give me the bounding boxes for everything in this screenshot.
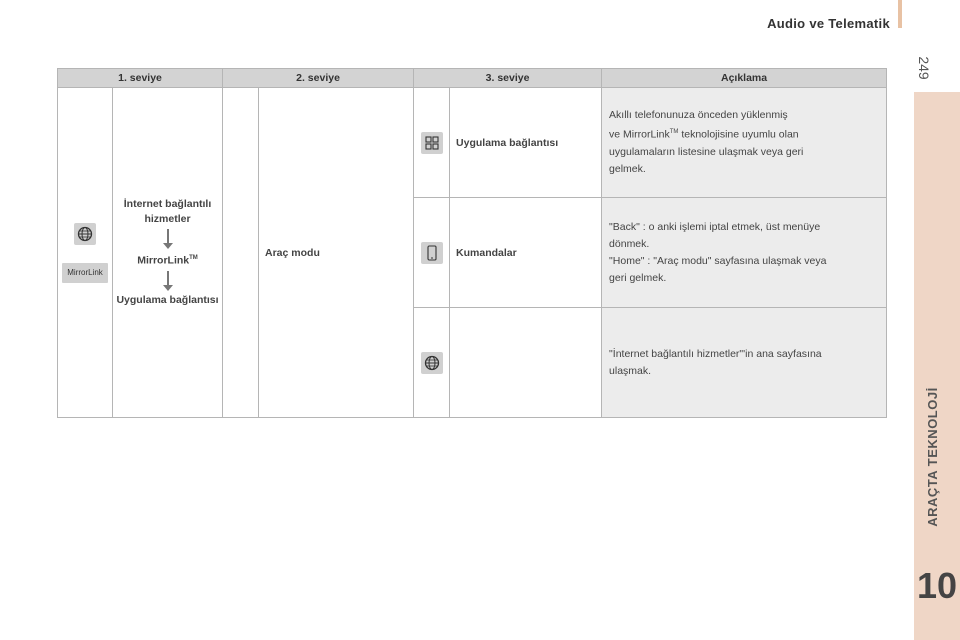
level1-internet-label: İnternet bağlantılı hizmetler — [123, 198, 212, 226]
level1-icon-cell — [58, 88, 113, 418]
header-level-2: 2. seviye — [223, 69, 414, 88]
description-controls: "Back" : o anki işlemi iptal etmek, üst menüye dönmek. "Home" : "Araç modu" sayfasına ulaşmak veya geri gelmek. — [602, 198, 887, 308]
level3-icon-cell — [414, 198, 450, 308]
header-description: Açıklama — [602, 69, 887, 88]
level2-icon-cell — [223, 88, 259, 418]
description-internet-home: "İnternet bağlantılı hizmetler"'in ana sayfasına ulaşmak. — [602, 308, 887, 418]
header-level-1: 1. seviye — [58, 69, 223, 88]
level3-icon-cell — [414, 88, 450, 198]
section-title: Audio ve Telematik — [767, 16, 890, 31]
level1-labels — [113, 88, 223, 418]
level2-car-mode-label: Araç modu — [259, 88, 414, 418]
chapter-side-panel — [914, 92, 960, 640]
chapter-number: 10 — [916, 565, 958, 606]
level3-app-connection-label: Uygulama bağlantısı — [450, 88, 602, 198]
phone-icon — [421, 242, 443, 264]
level1-app-label: Uygulama bağlantısı — [116, 293, 219, 306]
level3-icon-cell — [414, 308, 450, 418]
level3-controls-label: Kumandalar — [450, 198, 602, 308]
arrow-down-icon — [167, 229, 169, 245]
chapter-title: ARAÇTA TEKNOLOJİ — [925, 387, 940, 527]
apps-grid-icon — [421, 132, 443, 154]
globe-icon — [74, 223, 96, 245]
menu-levels-table — [57, 68, 887, 418]
description-app-connection: Akıllı telefonunuza önceden yüklenmiş ve MirrorLink™ teknolojisine uyumlu olan uygulamaların listesine ulaşmak veya geri gelmek. — [602, 88, 887, 198]
page-number: 249 — [916, 56, 932, 80]
mirrorlink-logo: MirrorLink — [62, 263, 108, 283]
header-level-3: 3. seviye — [414, 69, 602, 88]
globe-icon — [421, 352, 443, 374]
header-accent-bar — [898, 0, 902, 28]
level3-empty-label — [450, 308, 602, 418]
level1-mirrorlink-label: MirrorLink™ — [137, 254, 198, 267]
arrow-down-icon — [167, 271, 169, 287]
